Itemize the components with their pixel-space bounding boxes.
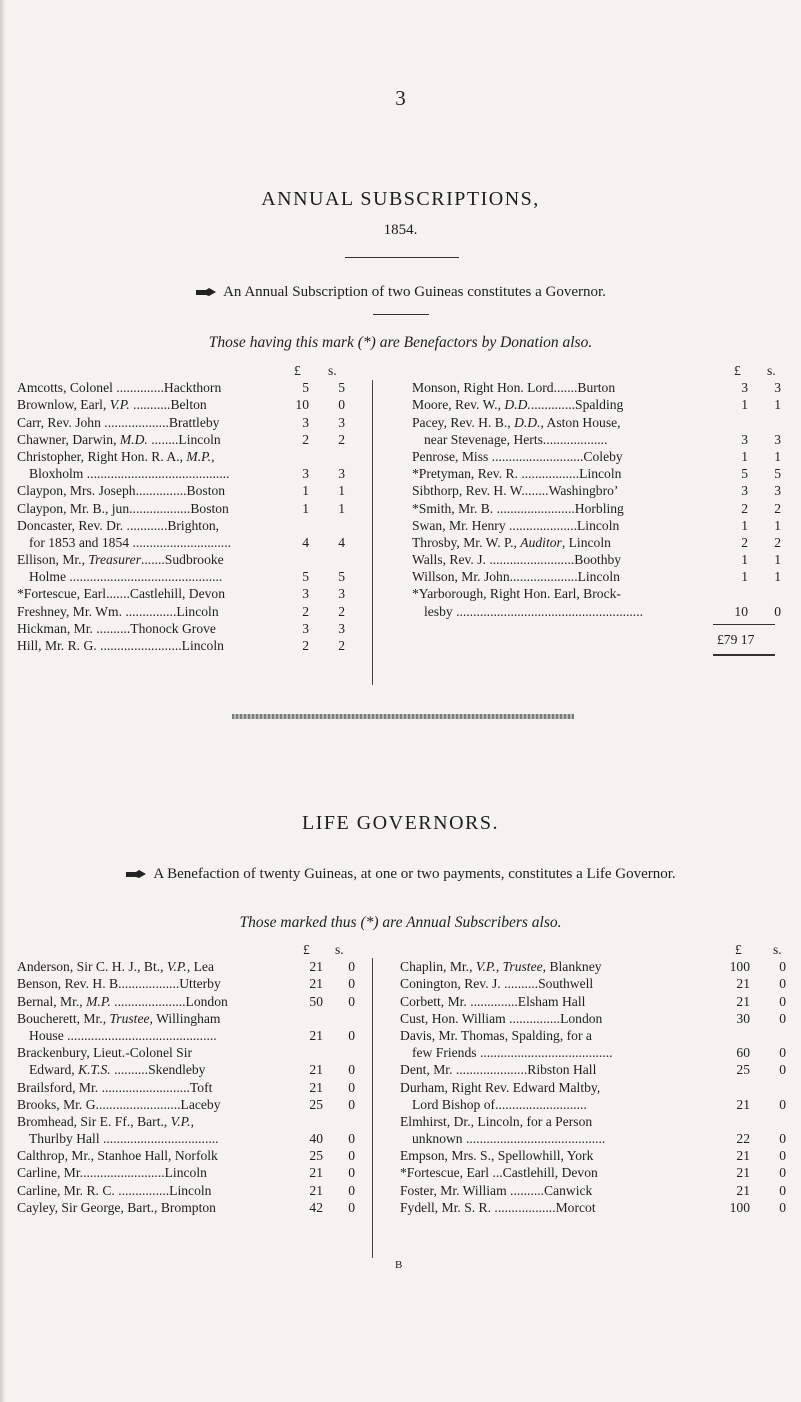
amount-pounds: 1 <box>741 397 748 413</box>
amount-pounds: 60 <box>736 1045 750 1061</box>
entry-text: Cust, Hon. William ...............London <box>400 1010 603 1026</box>
list-item <box>400 1130 788 1147</box>
column-divider <box>372 380 373 685</box>
annual-year: 1854. <box>383 222 418 238</box>
entry-text: lesby ....................................................... <box>424 603 644 619</box>
list-item <box>412 534 785 551</box>
annual-right-column <box>412 362 785 620</box>
entry-text: *Fortescue, Earl.......Castlehill, Devon <box>17 586 226 602</box>
pound-header: £ <box>734 363 741 378</box>
entry-text: Amcotts, Colonel ..............Hackthorn <box>17 380 222 396</box>
list-item <box>412 585 785 602</box>
list-item <box>17 1010 361 1027</box>
amount-pounds: 21 <box>736 976 750 992</box>
pound-header: £ <box>294 363 301 378</box>
list-item <box>400 1199 788 1216</box>
amount-pounds: 4 <box>302 534 309 550</box>
entry-text: Edward, K.T.S. ..........Skendleby <box>29 1062 206 1078</box>
amount-pounds: 3 <box>302 620 309 636</box>
entry-text: Hill, Mr. R. G. ........................Lincoln <box>17 638 224 653</box>
pointing-hand-icon <box>125 869 147 880</box>
entry-text: Christopher, Right Hon. R. A., M.P., <box>17 448 215 464</box>
signature-mark: B <box>395 1259 403 1271</box>
amount-shillings: 5 <box>338 380 345 396</box>
amount-shillings: 0 <box>779 1131 786 1147</box>
list-item <box>17 620 351 637</box>
entry-text: few Friends ....................................... <box>412 1045 613 1061</box>
entry-text: Chaplin, Mr., V.P., Trustee, Blankney <box>400 959 602 975</box>
list-item <box>17 975 361 992</box>
list-item <box>17 1044 361 1061</box>
list-item <box>400 958 788 975</box>
list-item <box>17 1182 361 1199</box>
amount-shillings: 3 <box>338 414 345 430</box>
list-item <box>17 1061 361 1078</box>
amount-pounds: 40 <box>309 1131 323 1147</box>
life-subheading: Those marked thus (*) are Annual Subscribers also. <box>239 914 562 931</box>
list-item <box>17 958 361 975</box>
amount-pounds: 25 <box>309 1096 323 1112</box>
list-item <box>17 1079 361 1096</box>
list-item <box>17 993 361 1010</box>
list-item <box>412 568 785 585</box>
amount-shillings: 0 <box>779 1062 786 1078</box>
amount-shillings: 0 <box>348 1182 355 1198</box>
amount-shillings: 1 <box>774 397 781 413</box>
amount-pounds: 2 <box>741 500 748 516</box>
list-item <box>412 603 785 620</box>
amount-pounds: 1 <box>741 569 748 585</box>
list-item <box>17 414 351 431</box>
entry-text: Chawner, Darwin, M.D. ........Lincoln <box>17 431 221 447</box>
list-item <box>412 500 785 517</box>
amount-shillings: 0 <box>348 959 355 975</box>
list-item <box>400 1079 788 1096</box>
amount-shillings: 0 <box>348 1079 355 1095</box>
amount-pounds: 21 <box>309 1165 323 1181</box>
amount-shillings: 0 <box>779 1010 786 1026</box>
amount-pounds: 30 <box>736 1010 750 1026</box>
amount-shillings: 0 <box>779 1045 786 1061</box>
amount-pounds: 21 <box>309 1027 323 1043</box>
annual-left-column <box>17 362 351 654</box>
amount-pounds: 100 <box>729 959 750 975</box>
amount-shillings: 1 <box>338 500 345 516</box>
amount-shillings: 2 <box>338 431 345 447</box>
divider <box>373 314 429 315</box>
list-item <box>17 1164 361 1181</box>
entry-text: Swan, Mr. Henry ....................Lincoln <box>412 517 620 533</box>
list-item <box>17 1147 361 1164</box>
entry-text: Boucherett, Mr., Trustee, Willingham <box>17 1010 221 1026</box>
entry-text: Monson, Right Hon. Lord.......Burton <box>412 380 616 396</box>
entry-text: Elmhirst, Dr., Lincoln, for a Person <box>400 1113 593 1129</box>
entry-text: *Fortescue, Earl ...Castlehill, Devon <box>400 1165 598 1181</box>
list-item <box>400 1061 788 1078</box>
life-note-text: A Benefaction of twenty Guineas, at one or two payments, constitutes a Life Governor. <box>153 866 676 882</box>
list-item <box>412 517 785 534</box>
amount-shillings: 4 <box>338 534 345 550</box>
amount-shillings: 0 <box>348 1148 355 1164</box>
amount-shillings: 3 <box>774 483 781 499</box>
amount-pounds: 10 <box>295 397 309 413</box>
entry-text: Freshney, Mr. Wm. ...............Lincoln <box>17 603 219 619</box>
amount-pounds: 21 <box>736 1165 750 1181</box>
list-item <box>17 431 351 448</box>
entry-text: Doncaster, Rev. Dr. ............Brighton, <box>17 517 220 533</box>
entry-text: Pacey, Rev. H. B., D.D., Aston House, <box>412 414 621 430</box>
entry-text: Penrose, Miss ...........................Coleby <box>412 448 623 464</box>
amount-pounds: 10 <box>734 603 748 619</box>
list-item <box>400 1113 788 1130</box>
list-item <box>17 534 351 551</box>
list-item <box>17 1027 361 1044</box>
amount-pounds: 25 <box>736 1062 750 1078</box>
entry-text: Calthrop, Mr., Stanhoe Hall, Norfolk <box>17 1148 218 1164</box>
list-item <box>17 603 351 620</box>
amount-pounds: 1 <box>741 448 748 464</box>
entry-text: Hickman, Mr. ..........Thonock Grove <box>17 620 216 636</box>
amount-shillings: 5 <box>774 466 781 482</box>
life-right-column <box>400 941 788 1216</box>
ornamental-band <box>232 714 574 719</box>
list-item <box>17 1130 361 1147</box>
amount-pounds: 21 <box>736 1182 750 1198</box>
entry-text: Corbett, Mr. ..............Elsham Hall <box>400 993 586 1009</box>
list-item <box>412 448 785 465</box>
amount-shillings: 1 <box>774 448 781 464</box>
list-item <box>412 396 785 413</box>
amount-pounds: 3 <box>741 431 748 447</box>
entry-text: unknown ......................................... <box>412 1131 606 1147</box>
entry-text: Willson, Mr. John....................Lincoln <box>412 569 620 585</box>
amount-pounds: 21 <box>309 976 323 992</box>
entry-text: Claypon, Mrs. Joseph...............Boston <box>17 483 226 499</box>
entry-text: Carline, Mr. R. C. ...............Lincoln <box>17 1182 212 1198</box>
list-item <box>400 1164 788 1181</box>
amount-pounds: 5 <box>741 466 748 482</box>
list-item <box>412 414 785 431</box>
list-item <box>412 465 785 482</box>
list-item <box>17 517 351 534</box>
amount-shillings: 2 <box>774 534 781 550</box>
amount-shillings: 0 <box>348 1199 355 1215</box>
list-item <box>400 1096 788 1113</box>
entry-text: *Yarborough, Right Hon. Earl, Brock- <box>412 586 621 602</box>
list-item <box>17 1113 361 1130</box>
list-item <box>412 551 785 568</box>
list-item <box>17 482 351 499</box>
amount-pounds: 21 <box>736 993 750 1009</box>
entry-text: Ellison, Mr., Treasurer.......Sudbrooke <box>17 552 224 568</box>
entry-text: Conington, Rev. J. ..........Southwell <box>400 976 594 992</box>
amount-shillings: 0 <box>348 1027 355 1043</box>
entry-text: Carr, Rev. John ...................Brattleby <box>17 414 220 430</box>
page-number: 3 <box>395 86 406 110</box>
entry-text: Foster, Mr. William ..........Canwick <box>400 1182 593 1198</box>
list-item <box>400 1182 788 1199</box>
list-item <box>400 1027 788 1044</box>
list-item <box>400 993 788 1010</box>
amount-pounds: 21 <box>309 959 323 975</box>
entry-text: Brooks, Mr. G.........................Laceby <box>17 1096 221 1112</box>
total-rule <box>713 624 775 625</box>
entry-text: *Pretyman, Rev. R. .................Lincoln <box>412 466 622 482</box>
entry-text: Cayley, Sir George, Bart., Brompton <box>17 1199 216 1215</box>
list-item <box>17 448 351 465</box>
list-item <box>17 500 351 517</box>
list-item <box>400 1044 788 1061</box>
annual-note <box>0 284 801 301</box>
life-note <box>0 866 801 883</box>
entry-text: Moore, Rev. W., D.D..............Spalding <box>412 397 624 413</box>
list-item <box>400 1010 788 1027</box>
entry-text: Bloxholm .......................................... <box>29 466 230 482</box>
amount-shillings: 3 <box>338 586 345 602</box>
amount-shillings: 3 <box>774 431 781 447</box>
list-item <box>400 975 788 992</box>
amount-shillings: 0 <box>348 993 355 1009</box>
amount-pounds: 3 <box>302 586 309 602</box>
entry-text: Claypon, Mr. B., jun..................Boston <box>17 500 229 516</box>
amount-pounds: 42 <box>309 1199 323 1215</box>
amount-pounds: 2 <box>302 431 309 447</box>
amount-shillings: 0 <box>348 1096 355 1112</box>
entry-text: Bernal, Mr., M.P. .....................London <box>17 993 228 1009</box>
entry-text: Bromhead, Sir E. Ff., Bart., V.P., <box>17 1113 194 1129</box>
amount-pounds: 3 <box>741 483 748 499</box>
amount-pounds: 1 <box>302 500 309 516</box>
amount-pounds: 100 <box>729 1199 750 1215</box>
amount-shillings: 3 <box>774 380 781 396</box>
amount-pounds: 21 <box>309 1062 323 1078</box>
list-item <box>400 1147 788 1164</box>
entry-text: Empson, Mrs. S., Spellowhill, York <box>400 1148 594 1164</box>
amount-shillings: 0 <box>348 1131 355 1147</box>
annual-title: ANNUAL SUBSCRIPTIONS, <box>261 188 540 210</box>
pound-header: £ <box>735 942 742 957</box>
amount-shillings: 0 <box>779 1165 786 1181</box>
entry-text: Brailsford, Mr. ..........................Toft <box>17 1079 213 1095</box>
list-item <box>17 1199 361 1216</box>
entry-text: near Stevenage, Herts................... <box>424 431 608 447</box>
amount-shillings: 0 <box>338 397 345 413</box>
total-rule <box>713 654 775 656</box>
annual-total: £79 17 <box>717 632 755 647</box>
amount-shillings: 0 <box>779 1148 786 1164</box>
amount-shillings: 0 <box>779 1199 786 1215</box>
entry-text: *Smith, Mr. B. .......................Horbling <box>412 500 624 516</box>
entry-text: Anderson, Sir C. H. J., Bt., V.P., Lea <box>17 959 214 975</box>
entry-text: Fydell, Mr. S. R. ..................Morcot <box>400 1199 596 1215</box>
amount-pounds: 2 <box>302 603 309 619</box>
list-item <box>17 1096 361 1113</box>
list-item <box>17 551 351 568</box>
amount-shillings: 0 <box>774 603 781 619</box>
list-item <box>17 396 351 413</box>
list-item <box>17 637 351 654</box>
amount-pounds: 3 <box>741 380 748 396</box>
annual-subheading: Those having this mark (*) are Benefactors by Donation also. <box>208 334 593 351</box>
entry-text: Sibthorp, Rev. H. W........Washingbro’ <box>412 483 619 499</box>
shilling-header: s. <box>767 363 776 378</box>
entry-text: Brackenbury, Lieut.-Colonel Sir <box>17 1045 193 1061</box>
amount-pounds: 3 <box>302 466 309 482</box>
amount-shillings: 0 <box>348 1062 355 1078</box>
entry-text: House ............................................ <box>29 1027 217 1043</box>
amount-shillings: 0 <box>779 993 786 1009</box>
amount-shillings: 0 <box>348 1165 355 1181</box>
entry-text: for 1853 and 1854 ............................. <box>29 534 232 550</box>
amount-shillings: 0 <box>779 1182 786 1198</box>
amount-shillings: 1 <box>774 569 781 585</box>
amount-pounds: 25 <box>309 1148 323 1164</box>
entry-text: Carline, Mr.........................Lincoln <box>17 1165 207 1181</box>
amount-pounds: 5 <box>302 569 309 585</box>
entry-text: Brownlow, Earl, V.P. ...........Belton <box>17 397 207 413</box>
list-item <box>412 379 785 396</box>
amount-pounds: 1 <box>302 483 309 499</box>
list-item <box>17 585 351 602</box>
life-left-column <box>17 941 361 1216</box>
amount-pounds: 1 <box>741 552 748 568</box>
amount-shillings: 2 <box>338 638 345 653</box>
entry-text: Thurlby Hall .................................. <box>29 1131 219 1147</box>
amount-shillings: 2 <box>338 603 345 619</box>
amount-shillings: 0 <box>348 976 355 992</box>
amount-shillings: 2 <box>774 500 781 516</box>
amount-pounds: 22 <box>736 1131 750 1147</box>
pound-header: £ <box>303 942 310 957</box>
amount-pounds: 21 <box>736 1148 750 1164</box>
amount-pounds: 21 <box>309 1182 323 1198</box>
entry-text: Davis, Mr. Thomas, Spalding, for a <box>400 1027 592 1043</box>
amount-pounds: 50 <box>309 993 323 1009</box>
entry-text: Benson, Rev. H. B..................Utterby <box>17 976 221 992</box>
amount-pounds: 21 <box>736 1096 750 1112</box>
amount-shillings: 5 <box>338 569 345 585</box>
amount-pounds: 2 <box>741 534 748 550</box>
shilling-header: s. <box>773 942 782 957</box>
list-item <box>17 379 351 396</box>
list-item <box>17 465 351 482</box>
amount-pounds: 1 <box>741 517 748 533</box>
amount-shillings: 0 <box>779 1096 786 1112</box>
entry-text: Throsby, Mr. W. P., Auditor, Lincoln <box>412 534 611 550</box>
list-item <box>412 431 785 448</box>
amount-shillings: 1 <box>338 483 345 499</box>
entry-text: Lord Bishop of........................... <box>412 1096 587 1112</box>
amount-pounds: 3 <box>302 414 309 430</box>
pointing-hand-icon <box>195 287 217 298</box>
divider <box>345 257 459 258</box>
entry-text: Durham, Right Rev. Edward Maltby, <box>400 1079 601 1095</box>
entry-text: Dent, Mr. .....................Ribston Hall <box>400 1062 597 1078</box>
shilling-header: s. <box>328 363 337 378</box>
amount-shillings: 3 <box>338 620 345 636</box>
amount-pounds: 21 <box>309 1079 323 1095</box>
amount-shillings: 0 <box>779 959 786 975</box>
amount-shillings: 3 <box>338 466 345 482</box>
annual-note-text: An Annual Subscription of two Guineas constitutes a Governor. <box>223 284 606 300</box>
entry-text: Walls, Rev. J. .........................Boothby <box>412 552 622 568</box>
shilling-header: s. <box>335 942 344 957</box>
entry-text: Holme ............................................. <box>29 569 223 585</box>
column-divider <box>372 958 373 1258</box>
amount-pounds: 2 <box>302 638 309 653</box>
amount-shillings: 1 <box>774 517 781 533</box>
life-title: LIFE GOVERNORS. <box>302 812 499 834</box>
amount-shillings: 0 <box>779 976 786 992</box>
amount-pounds: 5 <box>302 380 309 396</box>
list-item <box>412 482 785 499</box>
amount-shillings: 1 <box>774 552 781 568</box>
list-item <box>17 568 351 585</box>
